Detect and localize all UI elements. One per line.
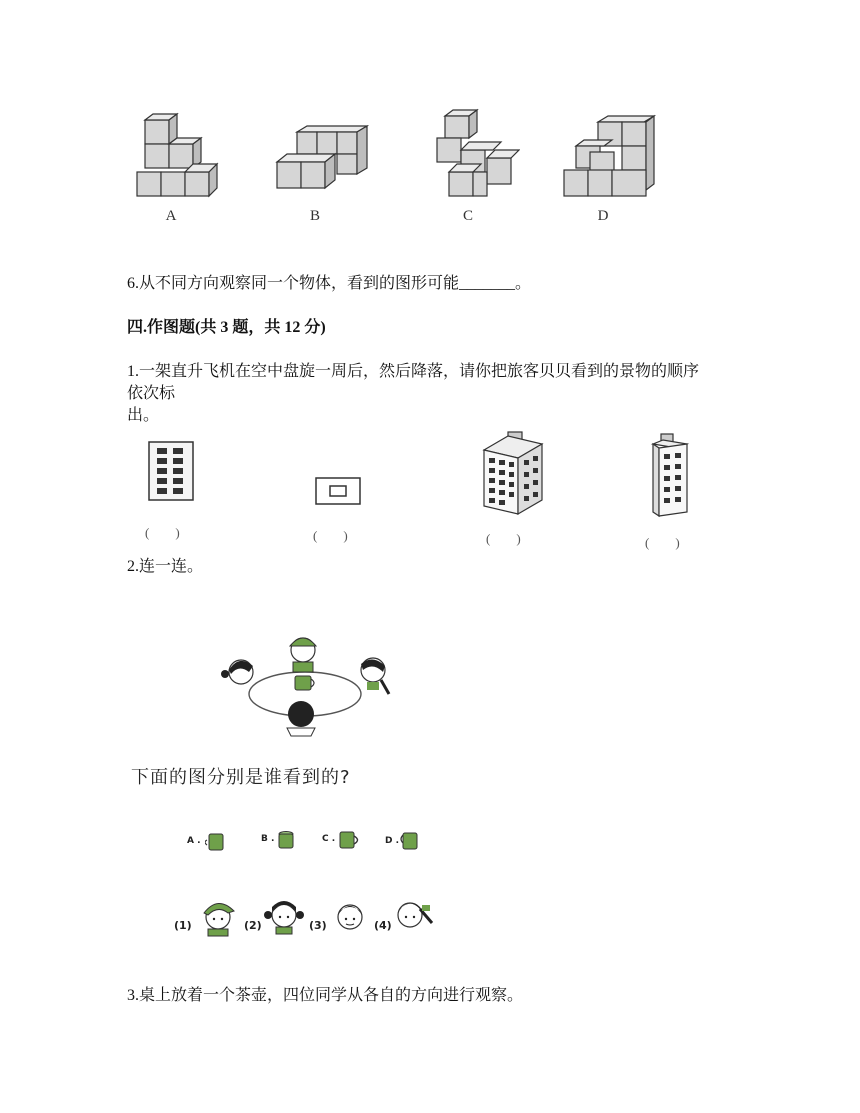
- cup-label-a: A .: [187, 836, 201, 846]
- problem-2: 2.连一连。: [127, 558, 204, 575]
- cube-figure-d: [562, 112, 657, 200]
- question-6: 6.从不同方向观察同一个物体，看到的图形可能_______。: [127, 275, 532, 292]
- cube-figure-b: [275, 122, 380, 197]
- kid-label-3: (3): [309, 919, 327, 932]
- cup-d-icon: [399, 831, 421, 851]
- option-label-b: B: [309, 208, 320, 224]
- cube-figure-a: [135, 112, 230, 202]
- table-scene-illustration: [213, 628, 403, 738]
- problem-1-line-3: 出。: [127, 407, 160, 424]
- cup-label-c: C .: [322, 834, 336, 844]
- kid-label-2: (2): [244, 919, 262, 932]
- kid-label-1: (1): [174, 919, 192, 932]
- problem-1-line-2: 依次标: [127, 385, 176, 402]
- option-label-c: C: [462, 208, 473, 224]
- cup-a-icon: [205, 832, 227, 852]
- cup-c-icon: [338, 830, 362, 850]
- building-front-view: [145, 440, 197, 505]
- section-heading: 四.作图题(共 3 题，共 12 分): [127, 319, 326, 336]
- building-side-view: [649, 432, 691, 520]
- cup-label-b: B .: [261, 834, 275, 844]
- kid-label-4: (4): [374, 919, 392, 932]
- kid-4-icon: [392, 893, 436, 935]
- kid-3-icon: [330, 895, 370, 935]
- option-label-a: A: [165, 208, 177, 224]
- kid-1-icon: [198, 897, 238, 937]
- problem-3: 3.桌上放着一个茶壶，四位同学从各自的方向进行观察。: [127, 987, 524, 1004]
- cup-b-icon: [275, 830, 297, 850]
- answer-blank-4[interactable]: ( ): [645, 535, 680, 550]
- cube-figure-c: [435, 106, 520, 201]
- building-perspective-view: [478, 430, 548, 518]
- kid-2-icon: [262, 895, 306, 935]
- answer-blank-2[interactable]: ( ): [313, 528, 348, 543]
- answer-blank-1[interactable]: ( ): [145, 525, 180, 540]
- problem-1-line-1: 1.一架直升飞机在空中盘旋一周后，然后降落，请你把旅客贝贝看到的景物的顺序: [127, 363, 700, 380]
- question-subtitle: 下面的图分别是谁看到的?: [131, 767, 351, 788]
- option-label-d: D: [597, 208, 609, 224]
- answer-blank-3[interactable]: ( ): [486, 531, 521, 546]
- building-top-view: [314, 476, 364, 508]
- cup-label-d: D .: [385, 836, 400, 846]
